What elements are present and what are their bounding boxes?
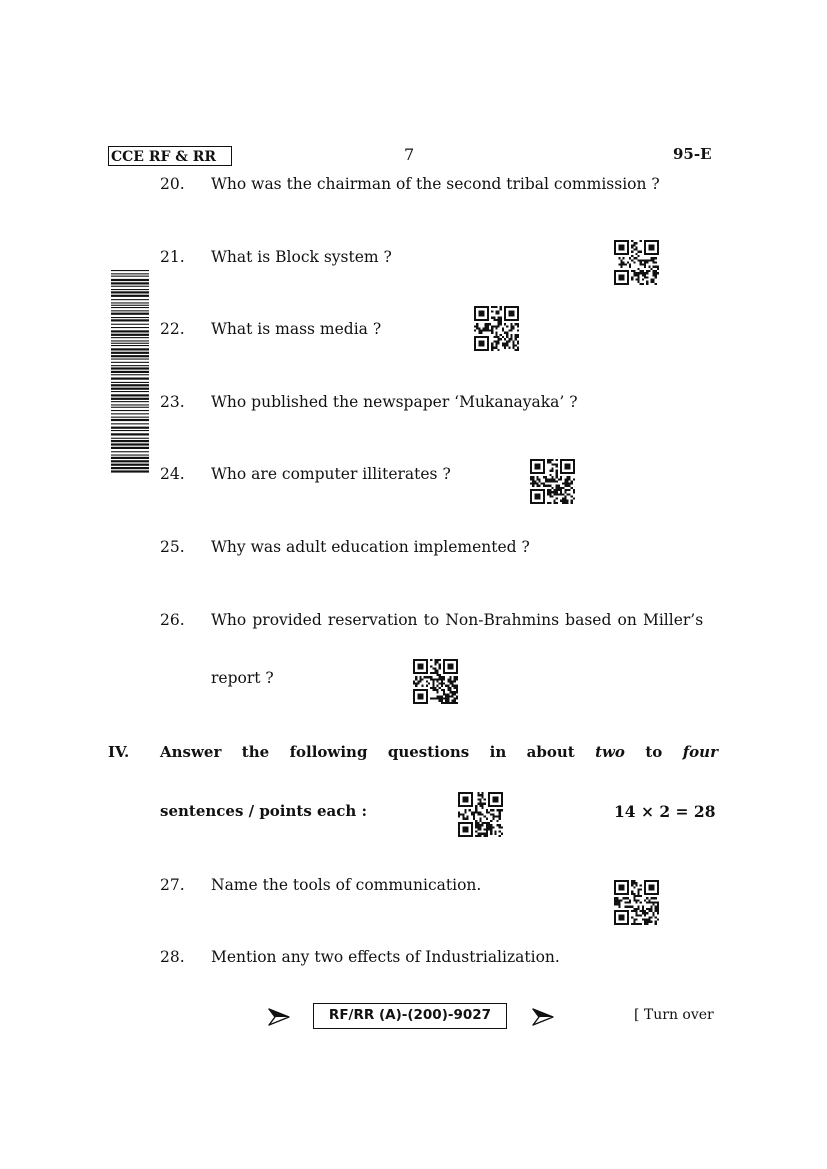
question-text: What is Block system ? bbox=[211, 248, 392, 266]
question-text: Why was adult education implemented ? bbox=[211, 538, 530, 556]
question-number: 20. bbox=[160, 175, 185, 193]
question-text: Who published the newspaper ‘Mukanayaka’ ? bbox=[211, 393, 578, 411]
question-text: Who provided reservation to Non-Brahmins based on Miller’s bbox=[211, 611, 704, 629]
arrowhead-icon bbox=[268, 1008, 290, 1026]
question-number: 24. bbox=[160, 465, 185, 483]
section-marks: 14 × 2 = 28 bbox=[614, 802, 716, 821]
barcode-icon bbox=[111, 270, 149, 473]
instruction-word: following bbox=[289, 743, 368, 761]
paper-code: 95-E bbox=[673, 145, 712, 163]
question-number: 28. bbox=[160, 948, 185, 966]
footer-code-box: RF/RR (A)-(200)-9027 bbox=[313, 1003, 507, 1029]
qr-code-icon bbox=[614, 880, 659, 925]
section-instruction-line2: sentences / points each : bbox=[160, 802, 368, 820]
instruction-word-italic: two bbox=[595, 743, 625, 761]
instruction-word-italic: four bbox=[682, 743, 718, 761]
qr-code-icon bbox=[413, 659, 458, 704]
question-number: 27. bbox=[160, 876, 185, 894]
question-text: Who was the chairman of the second tribal commission ? bbox=[211, 175, 660, 193]
exam-code-box: CCE RF & RR bbox=[108, 146, 232, 166]
question-text: Who are computer illiterates ? bbox=[211, 465, 451, 483]
question-number: 23. bbox=[160, 393, 185, 411]
instruction-word: to bbox=[645, 743, 663, 761]
question-text-continued: report ? bbox=[211, 669, 274, 687]
question-number: 25. bbox=[160, 538, 185, 556]
section-number: IV. bbox=[108, 743, 130, 761]
qr-code-icon bbox=[458, 792, 503, 837]
instruction-word: Answer bbox=[160, 743, 222, 761]
section-instruction bbox=[160, 743, 718, 761]
arrowhead-icon bbox=[532, 1008, 554, 1026]
question-number: 26. bbox=[160, 611, 185, 629]
instruction-word: questions bbox=[387, 743, 470, 761]
instruction-word: in bbox=[489, 743, 507, 761]
turn-over-note: [ Turn over bbox=[634, 1007, 714, 1023]
question-number: 21. bbox=[160, 248, 185, 266]
page-number: 7 bbox=[404, 145, 415, 164]
qr-code-icon bbox=[474, 306, 519, 351]
question-text: What is mass media ? bbox=[211, 320, 382, 338]
instruction-word: about bbox=[526, 743, 575, 761]
qr-code-icon bbox=[530, 459, 575, 504]
question-text: Mention any two effects of Industrialization. bbox=[211, 948, 560, 966]
instruction-word: the bbox=[241, 743, 270, 761]
question-text: Name the tools of communication. bbox=[211, 876, 482, 894]
question-number: 22. bbox=[160, 320, 185, 338]
qr-code-icon bbox=[614, 240, 659, 285]
